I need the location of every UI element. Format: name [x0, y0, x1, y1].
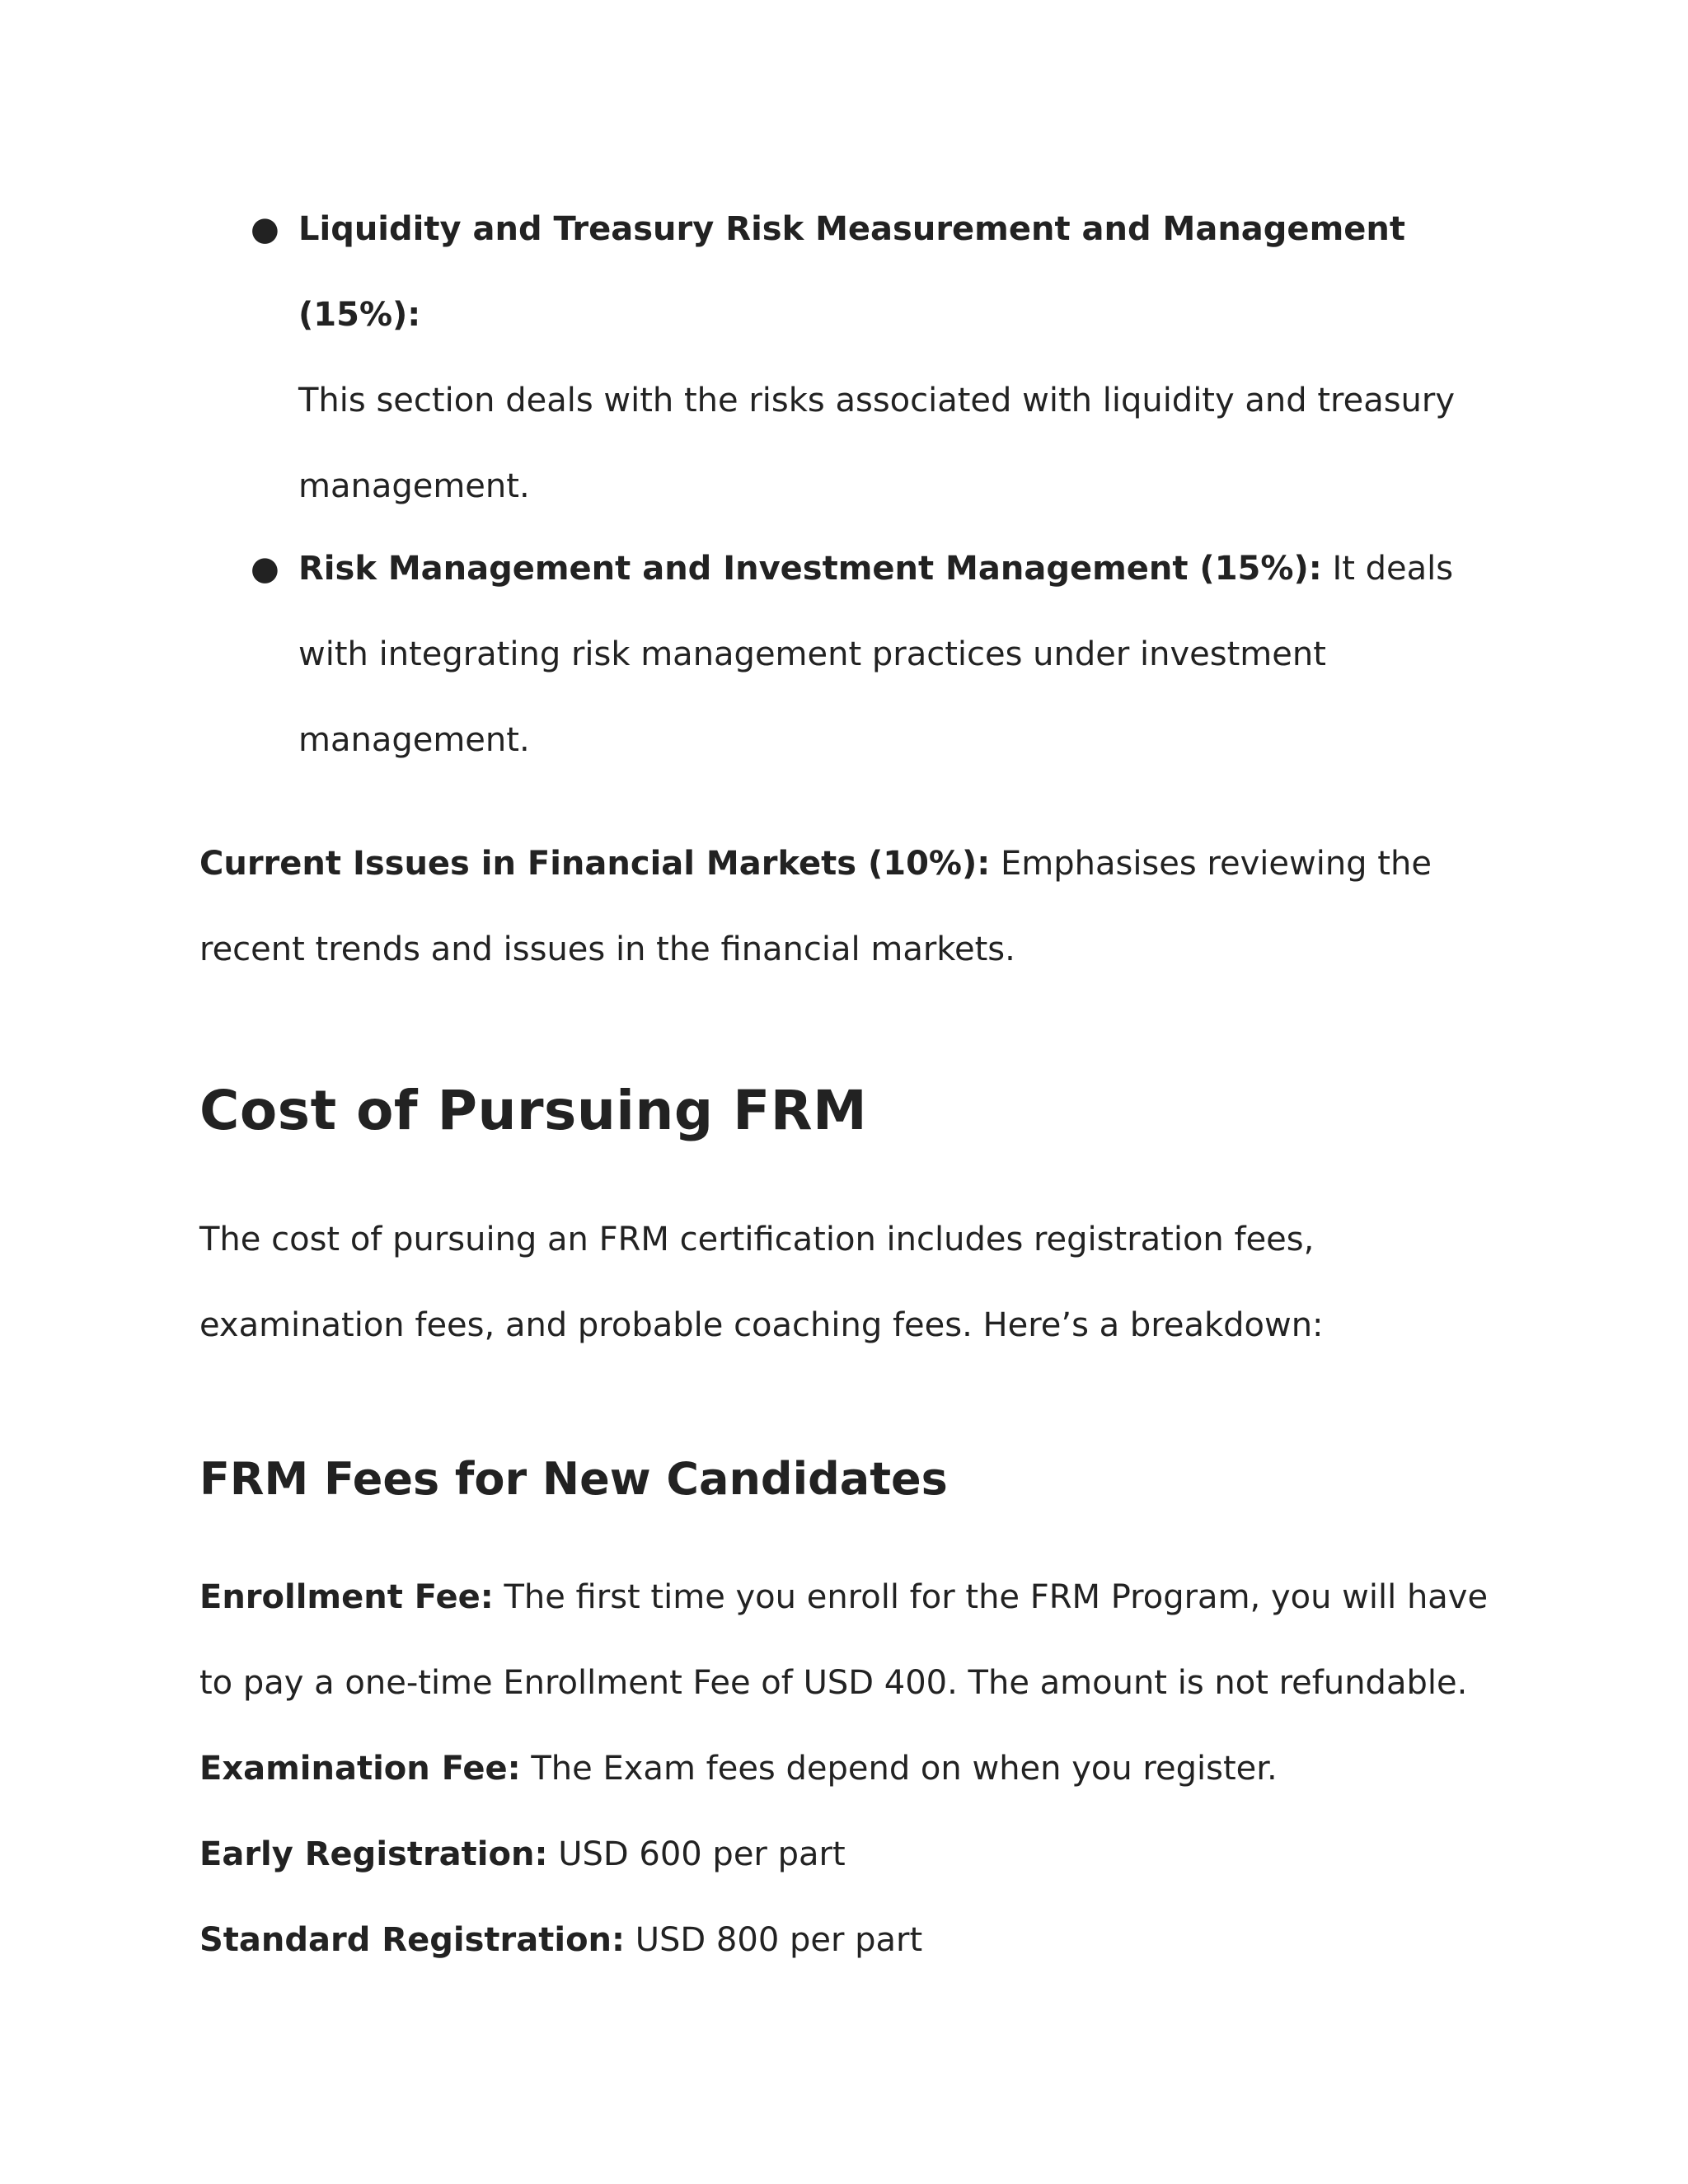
- current-issues-label: Current Issues in Financial Markets (10%):: [199, 845, 991, 883]
- examination-fee-paragraph: [199, 1726, 1518, 1811]
- enrollment-fee-label: Enrollment Fee:: [199, 1578, 494, 1616]
- cost-heading: Cost of Pursuing FRM: [199, 1079, 868, 1142]
- list-item: [251, 186, 1518, 529]
- current-issues-paragraph: [199, 821, 1518, 992]
- topic-bullet-list: [199, 186, 1518, 783]
- examination-fee-text: The Exam fees depend on when you register.: [531, 1750, 1278, 1788]
- enrollment-fee-paragraph: [199, 1554, 1518, 1726]
- bullet-label: Liquidity and Treasury Risk Measurement and Management (15%):: [298, 210, 1405, 334]
- early-registration-text: USD 600 per part: [558, 1835, 846, 1873]
- standard-registration-paragraph: [199, 1897, 1518, 1983]
- document-page: [199, 190, 1518, 1983]
- cost-intro-paragraph: The cost of pursuing an FRM certification includes registration fees, examination fees, and probable coaching fees. Here’s a breakdown:: [199, 1221, 1324, 1344]
- fees-heading: FRM Fees for New Candidates: [199, 1453, 948, 1505]
- bullet-icon: ●: [251, 550, 279, 588]
- standard-registration-label: Standard Registration:: [199, 1921, 626, 1959]
- current-issues-text: Emphasises reviewing the recent trends and issues in the financial markets.: [199, 845, 1432, 968]
- bullet-label: Risk Management and Investment Management (15%):: [298, 550, 1322, 588]
- early-registration-paragraph: [199, 1811, 1518, 1897]
- enrollment-fee-text: The first time you enroll for the FRM Program, you will have to pay a one-time Enrollment Fee of USD 400. The amount is not refundable.: [199, 1578, 1489, 1702]
- bullet-icon: ●: [251, 210, 279, 248]
- bullet-text: This section deals with the risks associated with liquidity and treasury management.: [298, 382, 1456, 505]
- bullet-text: It deals with integrating risk management practices under investment management.: [298, 550, 1454, 759]
- standard-registration-text: USD 800 per part: [635, 1921, 923, 1959]
- examination-fee-label: Examination Fee:: [199, 1750, 521, 1788]
- early-registration-label: Early Registration:: [199, 1835, 548, 1873]
- list-item: [251, 526, 1518, 783]
